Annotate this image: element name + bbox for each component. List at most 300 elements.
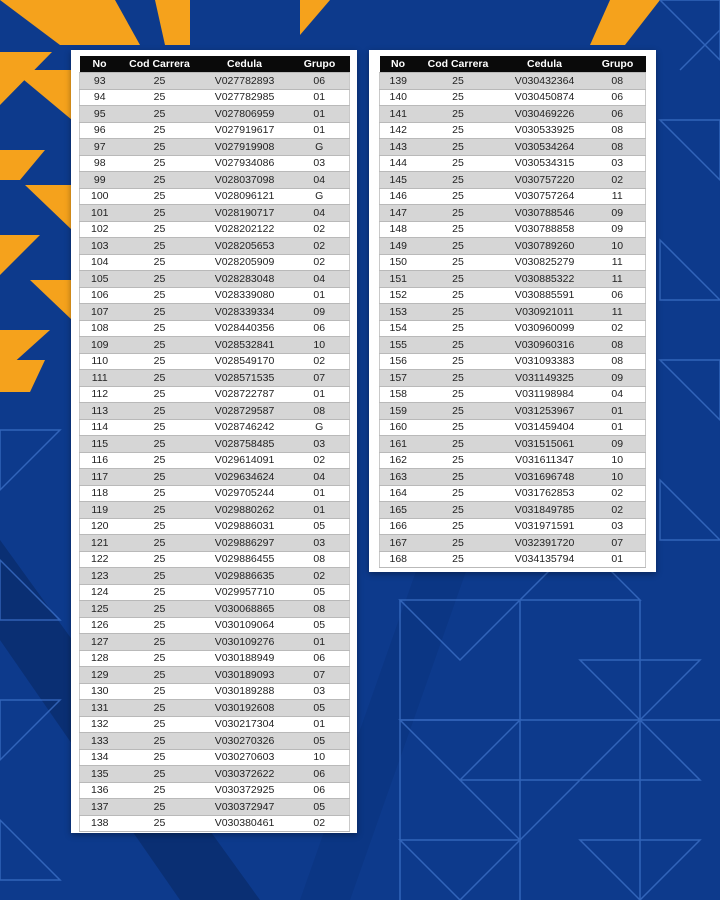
cell-no: 114 [80, 419, 120, 436]
cell-grupo: 05 [290, 733, 350, 750]
cell-grupo: G [290, 139, 350, 156]
cell-cedula: V034135794 [500, 551, 590, 568]
cell-cedula: V030885591 [500, 287, 590, 304]
table-row [80, 815, 350, 832]
cell-cod-carrera: 25 [120, 535, 200, 552]
cell-no: 137 [80, 799, 120, 816]
cell-grupo: 03 [290, 436, 350, 453]
cell-cedula: V027919908 [200, 139, 290, 156]
cell-cod-carrera: 25 [417, 551, 500, 568]
table-row [80, 535, 350, 552]
cell-grupo: 05 [290, 518, 350, 535]
cell-grupo: 06 [290, 73, 350, 90]
table-row [380, 221, 646, 238]
cell-cod-carrera: 25 [417, 271, 500, 288]
table-row [80, 683, 350, 700]
table-row [380, 122, 646, 139]
cell-cedula: V030372925 [200, 782, 290, 799]
table-row [80, 799, 350, 816]
cell-no: 159 [380, 403, 417, 420]
cell-grupo: 08 [290, 601, 350, 618]
cell-cod-carrera: 25 [120, 73, 200, 90]
table-row [80, 386, 350, 403]
cell-cedula: V028722787 [200, 386, 290, 403]
cell-cod-carrera: 25 [417, 485, 500, 502]
cell-cod-carrera: 25 [120, 271, 200, 288]
cell-grupo: 03 [590, 155, 646, 172]
cell-grupo: 08 [290, 551, 350, 568]
cell-grupo: 02 [590, 502, 646, 519]
header-cedula: Cedula [200, 56, 290, 73]
header-cedula: Cedula [500, 56, 590, 73]
cell-cod-carrera: 25 [120, 320, 200, 337]
cell-cedula: V031093383 [500, 353, 590, 370]
cell-cod-carrera: 25 [120, 370, 200, 387]
table-row [80, 436, 350, 453]
cell-cod-carrera: 25 [120, 89, 200, 106]
cell-grupo: 01 [590, 403, 646, 420]
cell-cedula: V031971591 [500, 518, 590, 535]
cell-no: 144 [380, 155, 417, 172]
cell-cod-carrera: 25 [417, 238, 500, 255]
cell-no: 143 [380, 139, 417, 156]
cell-grupo: 09 [590, 221, 646, 238]
cell-grupo: 09 [590, 370, 646, 387]
cell-no: 105 [80, 271, 120, 288]
cell-cedula: V028205909 [200, 254, 290, 271]
cell-cod-carrera: 25 [120, 172, 200, 189]
table-row [380, 320, 646, 337]
cell-grupo: 01 [590, 419, 646, 436]
cell-no: 126 [80, 617, 120, 634]
cell-grupo: 02 [290, 815, 350, 832]
cell-cedula: V031611347 [500, 452, 590, 469]
cell-no: 125 [80, 601, 120, 618]
cell-no: 142 [380, 122, 417, 139]
cell-cod-carrera: 25 [417, 205, 500, 222]
cell-cod-carrera: 25 [120, 683, 200, 700]
cell-cod-carrera: 25 [417, 172, 500, 189]
cell-cod-carrera: 25 [417, 122, 500, 139]
table-row [380, 353, 646, 370]
cell-grupo: 11 [590, 271, 646, 288]
table-row [380, 419, 646, 436]
table-row [380, 89, 646, 106]
table-row [380, 403, 646, 420]
cell-grupo: 07 [590, 535, 646, 552]
cell-no: 103 [80, 238, 120, 255]
table-row [380, 370, 646, 387]
cell-cod-carrera: 25 [120, 700, 200, 717]
cell-cod-carrera: 25 [120, 337, 200, 354]
cell-grupo: 08 [290, 403, 350, 420]
header-no: No [80, 56, 120, 73]
cell-grupo: 05 [290, 617, 350, 634]
cell-cedula: V030189093 [200, 667, 290, 684]
cell-cod-carrera: 25 [120, 667, 200, 684]
cell-cedula: V030432364 [500, 73, 590, 90]
table-row [380, 304, 646, 321]
cell-no: 119 [80, 502, 120, 519]
table-row [80, 469, 350, 486]
cell-cod-carrera: 25 [120, 254, 200, 271]
cell-cedula: V027934086 [200, 155, 290, 172]
cell-no: 106 [80, 287, 120, 304]
header-cod-carrera: Cod Carrera [417, 56, 500, 73]
cell-cod-carrera: 25 [120, 188, 200, 205]
table-row [380, 551, 646, 568]
cell-cedula: V031459404 [500, 419, 590, 436]
cell-no: 132 [80, 716, 120, 733]
cell-cedula: V030109276 [200, 634, 290, 651]
cell-cod-carrera: 25 [120, 749, 200, 766]
table-row [380, 386, 646, 403]
cell-cedula: V030534264 [500, 139, 590, 156]
cell-no: 156 [380, 353, 417, 370]
cell-cedula: V031253967 [500, 403, 590, 420]
cell-grupo: 09 [590, 205, 646, 222]
cell-cod-carrera: 25 [417, 155, 500, 172]
table-row [80, 320, 350, 337]
table-row [380, 518, 646, 535]
table-row [80, 205, 350, 222]
table-row [80, 452, 350, 469]
cell-no: 112 [80, 386, 120, 403]
table-row [80, 254, 350, 271]
cell-cod-carrera: 25 [417, 304, 500, 321]
cell-no: 167 [380, 535, 417, 552]
cell-no: 121 [80, 535, 120, 552]
cell-no: 152 [380, 287, 417, 304]
cell-no: 94 [80, 89, 120, 106]
table-row [80, 716, 350, 733]
table-row [80, 584, 350, 601]
cell-cod-carrera: 25 [417, 419, 500, 436]
cell-cod-carrera: 25 [417, 188, 500, 205]
cell-cod-carrera: 25 [120, 617, 200, 634]
cell-cedula: V029614091 [200, 452, 290, 469]
cell-cod-carrera: 25 [417, 320, 500, 337]
table-row [80, 419, 350, 436]
cell-no: 101 [80, 205, 120, 222]
cell-grupo: 06 [290, 320, 350, 337]
cell-grupo: 11 [590, 304, 646, 321]
cell-no: 134 [80, 749, 120, 766]
cell-no: 135 [80, 766, 120, 783]
cell-cedula: V028205653 [200, 238, 290, 255]
table-body-left [80, 73, 350, 832]
table-row [80, 766, 350, 783]
cell-cedula: V029880262 [200, 502, 290, 519]
cell-cod-carrera: 25 [120, 469, 200, 486]
cell-cod-carrera: 25 [417, 106, 500, 123]
cell-no: 153 [380, 304, 417, 321]
table-row [80, 304, 350, 321]
cell-cedula: V029886297 [200, 535, 290, 552]
cell-no: 154 [380, 320, 417, 337]
cell-no: 111 [80, 370, 120, 387]
cell-cedula: V030533925 [500, 122, 590, 139]
table-row [80, 700, 350, 717]
cell-grupo: 03 [290, 535, 350, 552]
cell-grupo: 10 [590, 469, 646, 486]
cell-no: 110 [80, 353, 120, 370]
cell-cedula: V030960099 [500, 320, 590, 337]
cell-no: 108 [80, 320, 120, 337]
cell-cedula: V027782985 [200, 89, 290, 106]
cell-cod-carrera: 25 [120, 386, 200, 403]
table-row [80, 650, 350, 667]
table-card-left [71, 50, 357, 833]
cell-grupo: 06 [290, 782, 350, 799]
cell-grupo: 08 [590, 73, 646, 90]
cell-grupo: 10 [290, 749, 350, 766]
table-row [80, 155, 350, 172]
table-row [380, 436, 646, 453]
cell-cod-carrera: 25 [120, 436, 200, 453]
cell-grupo: 08 [590, 353, 646, 370]
cell-cod-carrera: 25 [120, 353, 200, 370]
cell-no: 129 [80, 667, 120, 684]
table-row [380, 271, 646, 288]
cell-cedula: V030380461 [200, 815, 290, 832]
cell-cod-carrera: 25 [417, 254, 500, 271]
table-row [80, 601, 350, 618]
table-row [80, 89, 350, 106]
cell-cod-carrera: 25 [417, 139, 500, 156]
cell-cod-carrera: 25 [120, 238, 200, 255]
cell-grupo: 01 [290, 89, 350, 106]
cell-cod-carrera: 25 [120, 287, 200, 304]
cell-cod-carrera: 25 [120, 155, 200, 172]
cell-cod-carrera: 25 [417, 221, 500, 238]
cell-grupo: 02 [590, 485, 646, 502]
table-row [380, 535, 646, 552]
cell-cedula: V031198984 [500, 386, 590, 403]
cell-grupo: 02 [590, 172, 646, 189]
cell-cod-carrera: 25 [120, 733, 200, 750]
table-row [80, 518, 350, 535]
cell-cedula: V030469226 [500, 106, 590, 123]
cell-no: 116 [80, 452, 120, 469]
cell-no: 151 [380, 271, 417, 288]
cell-no: 96 [80, 122, 120, 139]
cell-cod-carrera: 25 [120, 799, 200, 816]
table-row [80, 617, 350, 634]
cell-grupo: 01 [290, 122, 350, 139]
cell-grupo: 04 [590, 386, 646, 403]
cell-grupo: 01 [290, 485, 350, 502]
table-row [380, 337, 646, 354]
cell-no: 107 [80, 304, 120, 321]
cell-cedula: V029634624 [200, 469, 290, 486]
table-row [80, 485, 350, 502]
cell-cod-carrera: 25 [417, 353, 500, 370]
cell-cedula: V030960316 [500, 337, 590, 354]
table-card-right [369, 50, 656, 572]
table-row [380, 254, 646, 271]
cell-cedula: V029886455 [200, 551, 290, 568]
cell-cod-carrera: 25 [417, 89, 500, 106]
cell-no: 164 [380, 485, 417, 502]
table-row [380, 452, 646, 469]
header-grupo: Grupo [590, 56, 646, 73]
cell-grupo: 02 [590, 320, 646, 337]
cell-cedula: V028549170 [200, 353, 290, 370]
cell-cedula: V030068865 [200, 601, 290, 618]
cell-no: 104 [80, 254, 120, 271]
cell-no: 95 [80, 106, 120, 123]
cell-no: 133 [80, 733, 120, 750]
cell-cod-carrera: 25 [417, 436, 500, 453]
cell-grupo: G [290, 419, 350, 436]
cell-grupo: 06 [290, 766, 350, 783]
cell-cedula: V030534315 [500, 155, 590, 172]
cell-cedula: V028729587 [200, 403, 290, 420]
cell-grupo: 01 [290, 634, 350, 651]
cell-cedula: V030788546 [500, 205, 590, 222]
cell-cedula: V030188949 [200, 650, 290, 667]
cell-grupo: 09 [290, 304, 350, 321]
cell-cod-carrera: 25 [120, 815, 200, 832]
cell-no: 127 [80, 634, 120, 651]
cell-cod-carrera: 25 [417, 518, 500, 535]
cell-cod-carrera: 25 [120, 716, 200, 733]
cell-cedula: V030885322 [500, 271, 590, 288]
cell-no: 160 [380, 419, 417, 436]
table-row [80, 353, 350, 370]
cell-grupo: 01 [290, 106, 350, 123]
cell-grupo: 01 [290, 502, 350, 519]
cell-cod-carrera: 25 [417, 73, 500, 90]
cell-no: 93 [80, 73, 120, 90]
table-header-row [80, 56, 350, 73]
table-row [80, 106, 350, 123]
cell-grupo: 04 [290, 469, 350, 486]
cell-cod-carrera: 25 [120, 106, 200, 123]
cell-no: 166 [380, 518, 417, 535]
cell-no: 165 [380, 502, 417, 519]
table-row [380, 502, 646, 519]
cell-cod-carrera: 25 [120, 650, 200, 667]
cell-grupo: 04 [290, 172, 350, 189]
cell-cedula: V028758485 [200, 436, 290, 453]
students-table-left [79, 56, 350, 832]
cell-cod-carrera: 25 [120, 205, 200, 222]
table-row [80, 238, 350, 255]
header-cod-carrera: Cod Carrera [120, 56, 200, 73]
table-row [80, 749, 350, 766]
cell-cedula: V028037098 [200, 172, 290, 189]
cell-no: 149 [380, 238, 417, 255]
cell-cedula: V030372622 [200, 766, 290, 783]
table-row [80, 502, 350, 519]
header-no: No [380, 56, 417, 73]
cell-cedula: V030372947 [200, 799, 290, 816]
cell-grupo: 08 [590, 337, 646, 354]
cell-grupo: 03 [290, 155, 350, 172]
cell-grupo: 06 [590, 287, 646, 304]
cell-cedula: V028746242 [200, 419, 290, 436]
cell-cod-carrera: 25 [120, 782, 200, 799]
cell-grupo: 02 [290, 568, 350, 585]
table-row [380, 139, 646, 156]
cell-no: 161 [380, 436, 417, 453]
cell-no: 99 [80, 172, 120, 189]
cell-grupo: 10 [590, 452, 646, 469]
cell-no: 130 [80, 683, 120, 700]
table-body-right [380, 73, 646, 568]
cell-cedula: V030270326 [200, 733, 290, 750]
cell-grupo: 01 [590, 551, 646, 568]
cell-cedula: V031515061 [500, 436, 590, 453]
cell-grupo: 08 [590, 139, 646, 156]
cell-no: 138 [80, 815, 120, 832]
cell-no: 128 [80, 650, 120, 667]
cell-cedula: V030757220 [500, 172, 590, 189]
cell-no: 131 [80, 700, 120, 717]
cell-no: 150 [380, 254, 417, 271]
cell-cod-carrera: 25 [417, 287, 500, 304]
cell-cod-carrera: 25 [120, 122, 200, 139]
cell-cedula: V028440356 [200, 320, 290, 337]
cell-cod-carrera: 25 [417, 337, 500, 354]
cell-no: 118 [80, 485, 120, 502]
table-row [380, 469, 646, 486]
table-row [80, 370, 350, 387]
cell-grupo: 04 [290, 271, 350, 288]
table-row [380, 205, 646, 222]
table-row [80, 403, 350, 420]
table-row [80, 122, 350, 139]
cell-no: 97 [80, 139, 120, 156]
cell-no: 140 [380, 89, 417, 106]
cell-grupo: 06 [590, 106, 646, 123]
cell-no: 136 [80, 782, 120, 799]
cell-cedula: V027806959 [200, 106, 290, 123]
cell-cod-carrera: 25 [417, 535, 500, 552]
cell-grupo: 02 [290, 353, 350, 370]
cell-no: 162 [380, 452, 417, 469]
cell-cod-carrera: 25 [120, 403, 200, 420]
cell-cod-carrera: 25 [120, 502, 200, 519]
cell-cod-carrera: 25 [120, 419, 200, 436]
table-row [80, 172, 350, 189]
cell-cedula: V028202122 [200, 221, 290, 238]
cell-grupo: 01 [290, 386, 350, 403]
cell-grupo: 02 [290, 452, 350, 469]
cell-cedula: V030192608 [200, 700, 290, 717]
cell-cedula: V028190717 [200, 205, 290, 222]
cell-cod-carrera: 25 [120, 584, 200, 601]
cell-cedula: V031762853 [500, 485, 590, 502]
cell-cedula: V029705244 [200, 485, 290, 502]
cell-grupo: 08 [590, 122, 646, 139]
cell-no: 148 [380, 221, 417, 238]
students-table-right [379, 56, 646, 568]
cell-no: 139 [380, 73, 417, 90]
table-row [380, 188, 646, 205]
cell-grupo: 10 [290, 337, 350, 354]
table-row [380, 172, 646, 189]
cell-cedula: V030109064 [200, 617, 290, 634]
cell-no: 146 [380, 188, 417, 205]
cell-no: 113 [80, 403, 120, 420]
cell-cedula: V030789260 [500, 238, 590, 255]
cell-grupo: 07 [290, 370, 350, 387]
table-row [380, 106, 646, 123]
cell-cedula: V030189288 [200, 683, 290, 700]
